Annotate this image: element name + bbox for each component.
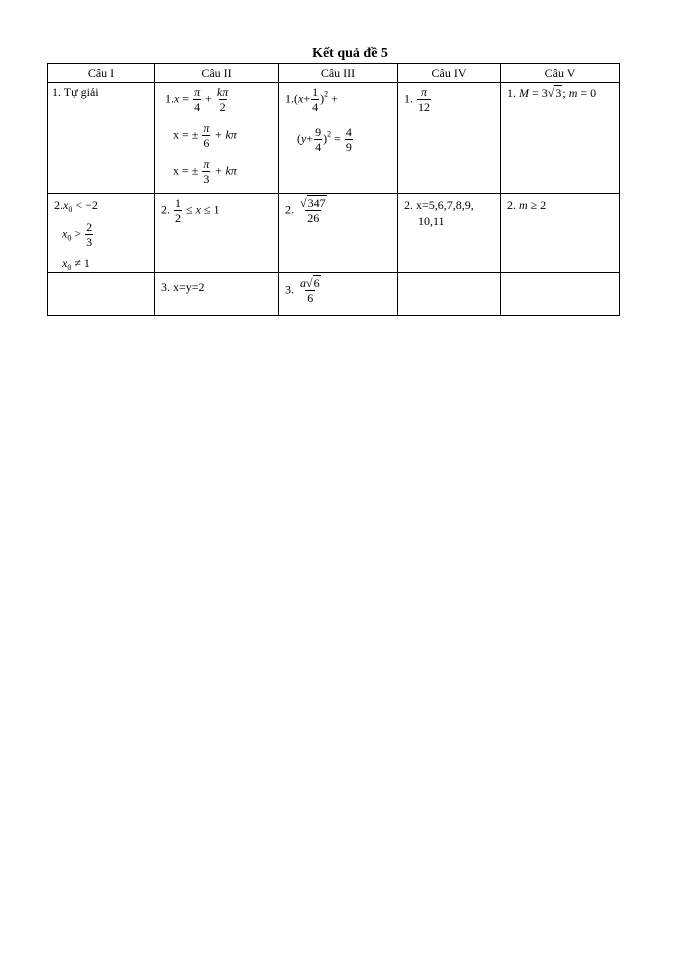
- answer-formula: 1. $\frac{\pi}{12}$: [404, 85, 430, 114]
- header-cau-1: Câu I: [48, 64, 155, 83]
- row3-cau5-cell: [501, 273, 620, 316]
- answer-text: 3. x=y=2: [161, 280, 205, 294]
- answer-text: 2. x=5,6,7,8,9,: [404, 198, 474, 212]
- answer-formula: $x_0$ > $\frac{2}{3}$: [62, 220, 93, 249]
- answer-formula: 2. m ≥ 2: [507, 198, 547, 212]
- row1-cau1-cell: [48, 83, 155, 194]
- row2-cau1-cell: [48, 194, 155, 273]
- row3-cau1-cell: [48, 273, 155, 316]
- answer-formula: 1. M = 3√3; m = 0: [507, 86, 597, 100]
- answer-text: 10,11: [418, 214, 445, 228]
- header-cau-5: Câu V: [501, 64, 620, 83]
- row1-cau3-cell: [279, 83, 398, 194]
- header-cau-4: Câu IV: [398, 64, 501, 83]
- row3-cau4-cell: [398, 273, 501, 316]
- row3-cau2-cell: [155, 273, 279, 316]
- row2-cau3-cell: [279, 194, 398, 273]
- answer-formula: 1.x = $\frac{\pi}{4}$ + $\frac{k\pi}{2}$: [165, 85, 229, 114]
- results-table: [47, 63, 620, 316]
- header-cau-2: Câu II: [155, 64, 279, 83]
- row1-cau5-cell: [501, 83, 620, 194]
- answer-formula: 2. $\frac{1}{2}$ ≤ x ≤ 1: [161, 196, 220, 225]
- page-title: Kết quả đề 5: [312, 46, 388, 61]
- answer-formula: (y+ $\frac{9}{4}$ )$^2$ = $\frac{4}{9}$: [297, 125, 352, 154]
- header-row: [48, 64, 620, 83]
- answer-formula: x = ± $\frac{\pi}{3}$ + kπ: [173, 157, 237, 186]
- answer-text: 1. Tự giải: [52, 85, 99, 99]
- answer-formula: 2. $\frac{√347}{26}$: [285, 196, 326, 225]
- row2-cau2-cell: [155, 194, 279, 273]
- answer-formula: x = ± $\frac{\pi}{6}$ + kπ: [173, 121, 237, 150]
- answer-formula: 1.(x+ $\frac{1}{4}$ )$^2$ +: [285, 85, 338, 114]
- row1-cau4-cell: [398, 83, 501, 194]
- row2-cau5-cell: [501, 194, 620, 273]
- row3-cau3-cell: [279, 273, 398, 316]
- answer-formula: $x_0 \ne 1$: [62, 256, 90, 272]
- row2-cau4-cell: [398, 194, 501, 273]
- table-row: [48, 194, 620, 273]
- table-row: [48, 273, 620, 316]
- table-row: [48, 83, 620, 194]
- answer-formula: 3. $\frac{a√6}{6}$: [285, 276, 320, 305]
- header-cau-3: Câu III: [279, 64, 398, 83]
- answer-formula: $2.x_0 < -2$: [54, 198, 98, 214]
- row1-cau2-cell: [155, 83, 279, 194]
